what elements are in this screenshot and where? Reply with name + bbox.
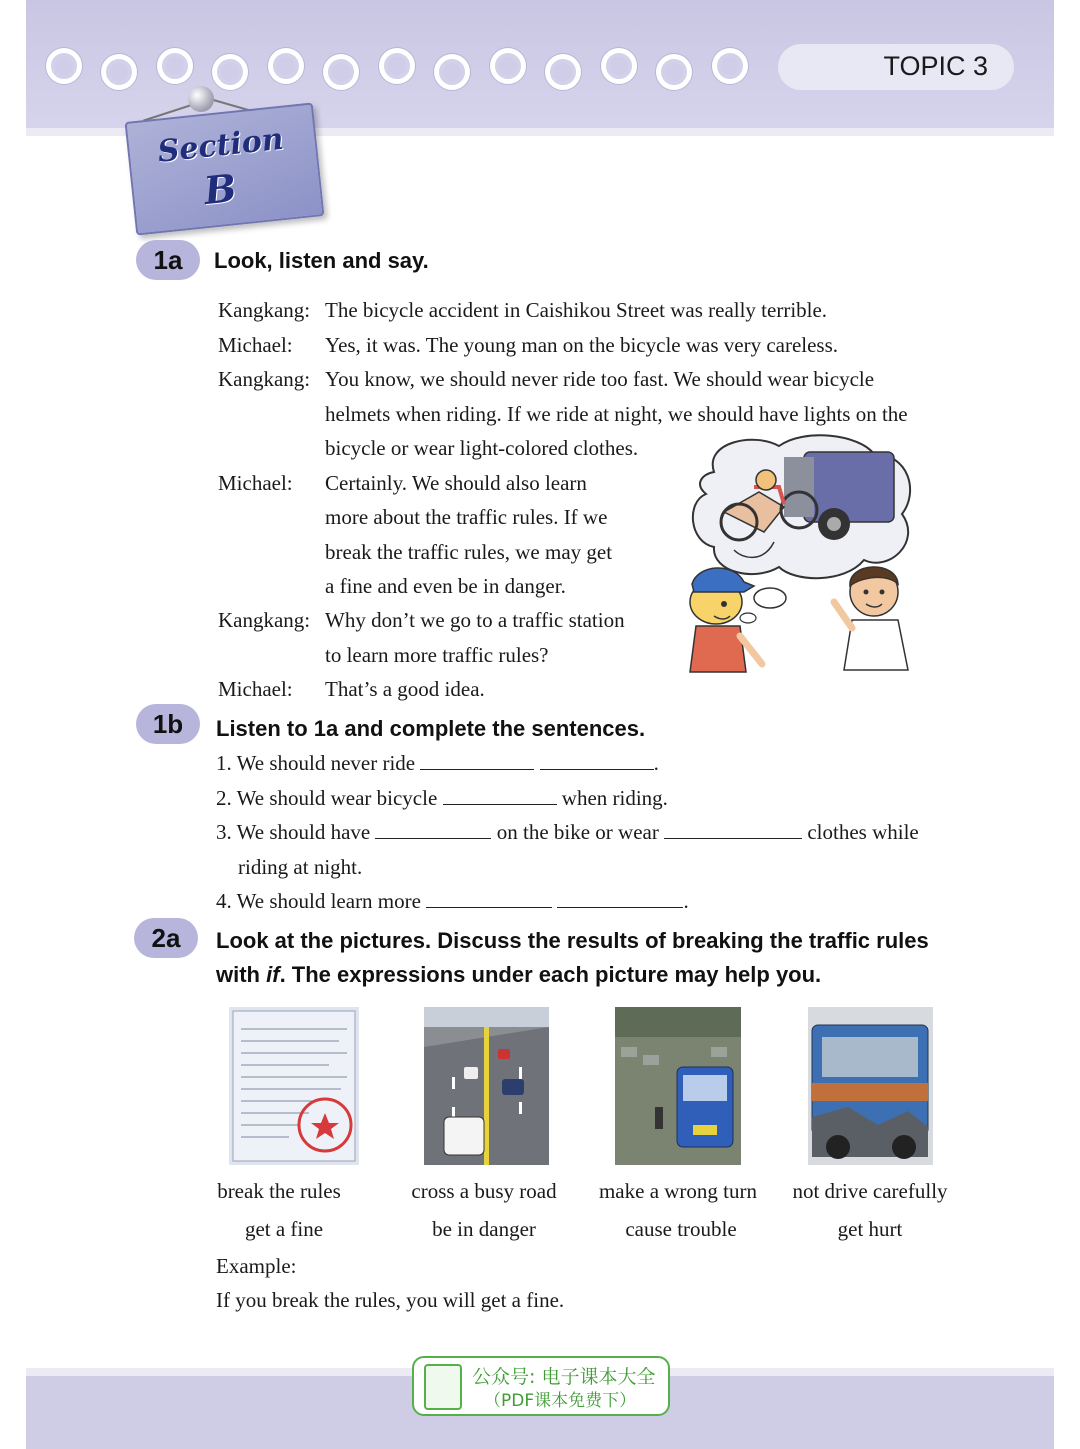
crashed-bus-photo xyxy=(808,1007,933,1165)
dialogue-line: break the traffic rules, we may get xyxy=(325,540,613,564)
dialogue-line: The bicycle accident in Caishikou Street was really terrible. xyxy=(325,298,828,322)
busy-road-photo xyxy=(424,1007,549,1165)
ring-icon xyxy=(545,54,581,90)
answer-blank[interactable] xyxy=(443,803,557,805)
instruction-1b: Listen to 1a and complete the sentences. xyxy=(216,716,646,741)
spiral-rings xyxy=(46,48,776,92)
section-badge-2a: 2a xyxy=(134,918,198,958)
dialogue-line: You know, we should never ride too fast. We should wear bicycle xyxy=(325,367,875,391)
ring-icon xyxy=(656,54,692,90)
ring-icon xyxy=(379,48,415,84)
ring-icon xyxy=(157,48,193,84)
answer-blank[interactable] xyxy=(420,768,534,770)
wrong-turn-bus-photo xyxy=(615,1007,741,1165)
watermark-line1: 公众号: 电子课本大全 xyxy=(472,1366,656,1388)
boy-right-icon xyxy=(834,567,908,670)
answer-blank[interactable] xyxy=(375,837,491,839)
ring-icon xyxy=(101,54,137,90)
dialogue-line: Certainly. We should also learn xyxy=(325,471,587,495)
speaker-label: Kangkang: xyxy=(218,367,311,391)
pin-icon xyxy=(188,86,214,112)
ring-icon xyxy=(434,54,470,90)
section-letter: B xyxy=(201,165,239,214)
example-label: Example: xyxy=(216,1254,297,1278)
sentence-4-end: . xyxy=(683,889,689,913)
sentence-3 xyxy=(216,820,919,845)
answer-blank[interactable] xyxy=(557,906,683,908)
section-title: Section xyxy=(156,121,286,170)
section-card xyxy=(125,102,325,235)
speaker-label: Michael: xyxy=(218,333,293,357)
answer-blank[interactable] xyxy=(540,768,654,770)
caption-top: not drive carefully xyxy=(792,1179,948,1203)
speaker-label: Kangkang: xyxy=(218,298,311,322)
speaker-label: Kangkang: xyxy=(218,608,311,632)
sentence-3-end: clothes while xyxy=(807,820,919,844)
thought-bubble xyxy=(693,435,910,578)
section-badge-1b: 1b xyxy=(136,704,200,744)
instruction-2a-if: if xyxy=(266,962,280,987)
dialogue-line: to learn more traffic rules? xyxy=(325,643,549,667)
dialogue-line: Why don’t we go to a traffic station xyxy=(325,608,625,632)
ring-icon xyxy=(268,48,304,84)
watermark-line2: （PDF课本免费下） xyxy=(484,1391,637,1411)
caption-bottom: get a fine xyxy=(244,1217,324,1241)
dialogue-line: bicycle or wear light-colored clothes. xyxy=(325,436,639,460)
small-bubbles xyxy=(740,588,786,623)
ring-icon xyxy=(212,54,248,90)
boys-cartoon-illustration xyxy=(684,432,920,678)
dialogue-line: a fine and even be in danger. xyxy=(325,574,566,598)
ring-icon xyxy=(323,54,359,90)
sentence-3-continued: riding at night. xyxy=(238,855,363,879)
sentence-1-text: 1. We should never ride xyxy=(216,751,416,775)
section-badge-1a: 1a xyxy=(136,240,200,280)
ring-icon xyxy=(601,48,637,84)
sentence-4 xyxy=(216,889,689,914)
sentence-2-end: when riding. xyxy=(561,786,668,810)
fine-ticket-photo xyxy=(229,1007,359,1165)
ring-icon xyxy=(46,48,82,84)
caption-bottom: get hurt xyxy=(837,1217,903,1241)
sentence-2 xyxy=(216,786,668,811)
dialogue-line: helmets when riding. If we ride at night, we should have lights on the xyxy=(325,402,908,426)
sentence-3-mid: on the bike or wear xyxy=(496,820,659,844)
caption-bottom: cause trouble xyxy=(625,1217,737,1241)
ring-icon xyxy=(490,48,526,84)
caption-top: make a wrong turn xyxy=(598,1179,758,1203)
book-icon xyxy=(424,1364,462,1410)
sentence-3-text: 3. We should have xyxy=(216,820,371,844)
dialogue-line: more about the traffic rules. If we xyxy=(325,505,608,529)
sentence-1 xyxy=(216,751,659,776)
instruction-1a: Look, listen and say. xyxy=(214,248,429,273)
watermark-badge xyxy=(412,1356,670,1416)
caption-bottom: be in danger xyxy=(432,1217,536,1241)
caption-top: cross a busy road xyxy=(411,1179,557,1203)
instruction-2a-text: with xyxy=(216,962,267,987)
answer-blank[interactable] xyxy=(664,837,802,839)
speaker-label: Michael: xyxy=(218,677,293,701)
topic-label: TOPIC 3 xyxy=(883,51,988,81)
speaker-label: Michael: xyxy=(218,471,293,495)
topic-pill xyxy=(778,44,1014,90)
sentence-4-text: 4. We should learn more xyxy=(216,889,421,913)
ring-icon xyxy=(712,48,748,84)
sentence-1-end: . xyxy=(653,751,659,775)
instruction-2a-line2 xyxy=(216,962,821,988)
answer-blank[interactable] xyxy=(426,906,552,908)
example-text: If you break the rules, you will get a fine. xyxy=(216,1288,565,1312)
instruction-2a-line1: Look at the pictures. Discuss the results of breaking the traffic rules xyxy=(216,928,929,953)
sentence-2-text: 2. We should wear bicycle xyxy=(216,786,438,810)
dialogue-line: Yes, it was. The young man on the bicycle was very careless. xyxy=(325,333,839,357)
instruction-2a-text: . The expressions under each picture may help you. xyxy=(279,962,822,987)
caption-top: break the rules xyxy=(217,1179,341,1203)
dialogue-line: That’s a good idea. xyxy=(325,677,485,701)
